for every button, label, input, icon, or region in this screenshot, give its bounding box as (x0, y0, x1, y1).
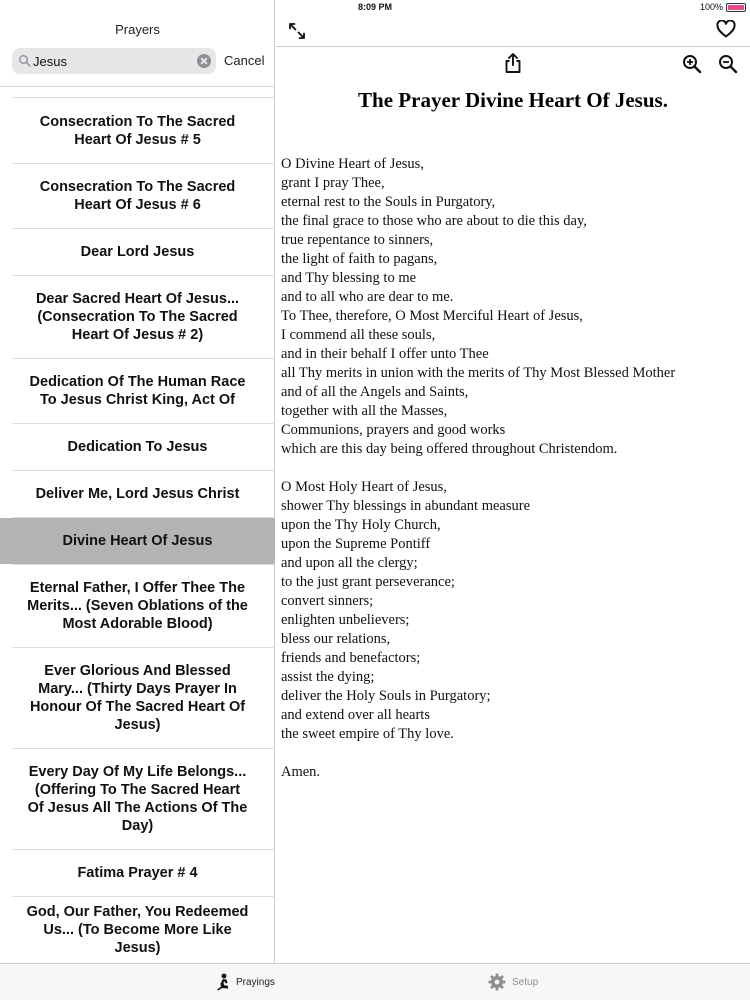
prayer-line: which are this day being offered throughout Christendom. (281, 441, 618, 457)
prayer-list-item[interactable] (0, 97, 275, 163)
search-bar[interactable] (12, 48, 216, 74)
prayer-list-item-label (28, 763, 248, 835)
tab-setup[interactable] (488, 973, 538, 991)
prayer-list-item[interactable] (0, 423, 275, 470)
prayer-list-item-line: Us... (To Become More Like (43, 922, 232, 938)
prayer-line: the light of faith to pagans, (281, 251, 438, 267)
prayer-line: convert sinners; (281, 593, 374, 609)
prayer-line: and extend over all hearts (281, 707, 430, 723)
status-right (700, 2, 746, 12)
prayer-list-item[interactable] (0, 748, 275, 849)
prayer-list-item-line: Every Day Of My Life Belongs... (28, 764, 247, 780)
prayer-list-item-line: Ever Glorious And Blessed (44, 663, 231, 679)
prayer-list (0, 97, 275, 963)
prayer-list-item-line: Dear Sacred Heart Of Jesus... (35, 291, 240, 307)
prayer-list-item-line: Most Adorable Blood) (62, 616, 213, 632)
prayer-line: all Thy merits in union with the merits of Thy Most Blessed Mother (281, 365, 676, 381)
prayer-line: upon the Supreme Pontiff (281, 536, 431, 552)
prayer-line: the sweet empire of Thy love. (281, 726, 454, 742)
search-input[interactable] (33, 51, 193, 71)
prayer-list-item-label (40, 178, 236, 214)
header-divider (0, 86, 275, 87)
prayer-line: friends and benefactors; (281, 650, 421, 666)
prayer-list-item-label (27, 903, 249, 957)
prayer-list-item-label (77, 864, 197, 882)
prayer-list-item[interactable] (0, 470, 275, 517)
detail-toolbar-divider (276, 46, 750, 47)
prayer-list-item[interactable] (0, 647, 275, 748)
prayer-list-pane (0, 0, 275, 963)
prayer-list-item-label (68, 438, 208, 456)
prayer-line: bless our relations, (281, 631, 391, 647)
prayer-list-item-line: Jesus) (114, 717, 161, 733)
prayer-title: The Prayer Divine Heart Of Jesus. (358, 88, 668, 112)
prayer-list-item-line: Deliver Me, Lord Jesus Christ (35, 486, 240, 502)
prayer-list-item-line: Heart Of Jesus # 6 (74, 197, 201, 213)
prayer-line: I commend all these souls, (281, 327, 436, 343)
prayer-list-item[interactable] (0, 275, 275, 358)
prayer-line: enlighten unbelievers; (281, 612, 410, 628)
prayer-list-item-label (81, 243, 195, 261)
prayer-line: and to all who are dear to me. (281, 289, 454, 305)
prayer-line: assist the dying; (281, 669, 375, 685)
nav-title: Prayers (115, 22, 160, 37)
prayer-line: shower Thy blessings in abundant measure (281, 498, 531, 514)
prayer-list-item-line: Dear Lord Jesus (80, 244, 195, 260)
prayer-line: and in their behalf I offer unto Thee (281, 346, 489, 362)
prayer-line: and Thy blessing to me (281, 270, 417, 286)
tab-bar (0, 963, 750, 1000)
tab-prayings[interactable] (214, 973, 275, 991)
prayer-list-item-label (63, 532, 213, 550)
prayer-line: true repentance to sinners, (281, 232, 434, 248)
share-icon[interactable] (503, 52, 523, 74)
prayer-list-item-selected[interactable] (0, 517, 275, 564)
prayer-line: O Most Holy Heart of Jesus, (281, 479, 447, 495)
prayer-list-item[interactable] (0, 358, 275, 423)
prayer-list-item-line: Divine Heart Of Jesus (62, 533, 213, 549)
battery-percent: 100% (699, 2, 723, 12)
prayer-list-item-line: Honour Of The Sacred Heart Of (29, 699, 246, 715)
prayer-list-item-line: Consecration To The Sacred (39, 179, 236, 195)
prayer-list-item[interactable] (0, 228, 275, 275)
stanza-break (281, 744, 746, 763)
prayer-list-item-line: Jesus) (114, 940, 161, 956)
zoom-in-icon[interactable] (682, 54, 702, 74)
prayer-list-item-line: Day) (121, 818, 154, 834)
clear-search-icon[interactable] (197, 54, 211, 68)
prayer-list-item-line: Mary... (Thirty Days Prayer In (38, 681, 237, 697)
prayer-line: upon the Thy Holy Church, (281, 517, 441, 533)
prayer-line: to the just grant perseverance; (281, 574, 455, 590)
prayer-line: deliver the Holy Souls in Purgatory; (281, 688, 491, 704)
stanza-break (281, 459, 746, 478)
prayer-line: eternal rest to the Souls in Purgatory, (281, 194, 496, 210)
prayer-list-item-label (30, 662, 245, 734)
prayer-list-item-line: Heart Of Jesus # 2) (71, 327, 204, 343)
prayer-list-item-line: Fatima Prayer # 4 (77, 865, 198, 881)
prayer-list-item[interactable] (0, 896, 275, 963)
tab-prayings-label: Prayings (236, 976, 275, 988)
status-time: 8:09 PM (357, 2, 392, 12)
prayer-list-item-label (30, 373, 246, 409)
prayer-line: and upon all the clergy; (281, 555, 418, 571)
search-icon (18, 54, 32, 68)
prayer-list-item-line: Eternal Father, I Offer Thee The (29, 580, 246, 596)
prayer-list-item-label (36, 290, 239, 344)
prayer-line: grant I pray Thee, (281, 175, 385, 191)
prayer-list-item-line: To Jesus Christ King, Act Of (40, 392, 235, 408)
prayer-list-item-label (40, 113, 236, 149)
prayer-list-item[interactable] (0, 849, 275, 896)
prayer-list-item-line: Of Jesus All The Actions Of The (27, 800, 248, 816)
prayer-line: To Thee, therefore, O Most Merciful Heart of Jesus, (281, 308, 583, 324)
battery-icon (726, 3, 746, 12)
prayer-list-item-line: Heart Of Jesus # 5 (74, 131, 201, 148)
prayer-line: and of all the Angels and Saints, (281, 384, 469, 400)
prayer-text (281, 155, 746, 782)
prayer-list-item-line: Dedication To Jesus (67, 439, 208, 455)
prayer-line: Amen. (281, 764, 321, 780)
cancel-search-button[interactable]: Cancel (224, 53, 265, 68)
prayer-list-item-label (36, 485, 240, 503)
prayer-list-item-line: God, Our Father, You Redeemed (26, 904, 249, 920)
prayer-list-item[interactable] (0, 163, 275, 228)
prayer-list-item-label (27, 579, 248, 633)
prayer-line: together with all the Masses, (281, 403, 448, 419)
tab-setup-label: Setup (512, 976, 539, 988)
prayer-list-item-line: (Consecration To The Sacred (37, 309, 238, 325)
praying-person-icon (214, 973, 230, 991)
prayer-line: O Divine Heart of Jesus, (281, 156, 424, 172)
prayer-list-item-line: (Offering To The Sacred Heart (34, 782, 241, 798)
gear-icon (488, 973, 506, 991)
prayer-list-item[interactable] (0, 564, 275, 647)
prayer-line: Communions, prayers and good works (281, 422, 506, 438)
prayer-list-item-line: Consecration To The Sacred (39, 113, 236, 130)
prayer-list-item-line: Merits... (Seven Oblations of the (27, 598, 248, 614)
expand-icon[interactable] (286, 20, 308, 42)
prayer-list-item-line: Dedication Of The Human Race (29, 374, 246, 390)
zoom-out-icon[interactable] (718, 54, 738, 74)
favorite-heart-icon[interactable] (716, 20, 736, 38)
prayer-line: the final grace to those who are about to die this day, (281, 213, 587, 229)
